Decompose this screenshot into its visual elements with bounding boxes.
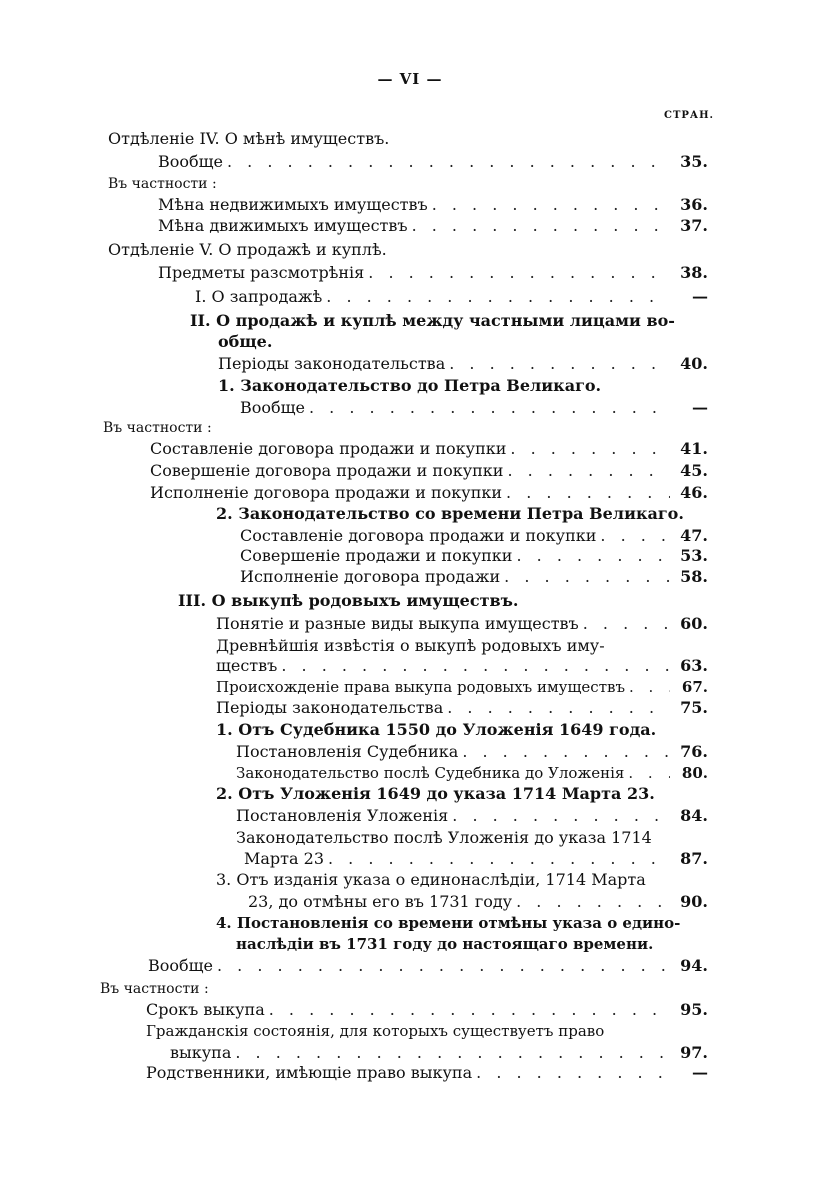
- toc-entry-text: наслѣдіи въ 1731 году до настоящаго времени.: [236, 935, 654, 953]
- toc-entry-page: 90.: [680, 892, 708, 911]
- toc-entry-page: 38.: [680, 263, 708, 282]
- toc-entry-page: 75.: [680, 698, 708, 717]
- toc-entry: [178, 589, 708, 611]
- toc-entry: [240, 396, 708, 418]
- leader-dots: [223, 152, 670, 172]
- page-number: — VI —: [377, 70, 443, 88]
- toc-entry-page: —: [692, 287, 708, 306]
- toc-entry-page: 95.: [680, 1000, 708, 1019]
- toc-entry-page: 53.: [680, 546, 708, 565]
- toc-entry-text: Древнѣйшія извѣстія о выкупѣ родовыхъ иму-: [216, 636, 605, 655]
- toc-entry-text: I. О запродажѣ: [195, 287, 323, 306]
- leader-dots: [503, 461, 670, 481]
- toc-entry-text: Въ частности :: [108, 176, 217, 192]
- leader-dots: [512, 892, 670, 912]
- toc-entry: [216, 502, 708, 524]
- toc-entry: [236, 804, 708, 826]
- toc-entry-text: Вообще: [240, 398, 305, 417]
- toc-entry: [108, 127, 708, 149]
- leader-dots: [364, 263, 670, 283]
- toc-entry-text: Совершеніе продажи и покупки: [240, 546, 513, 565]
- toc-entry-page: 84.: [680, 806, 708, 825]
- toc-entry: [240, 544, 708, 566]
- toc-entry: [190, 309, 708, 331]
- toc-entry-page: 36.: [680, 195, 708, 214]
- toc-entry-page: 37.: [680, 216, 708, 235]
- toc-entry: [240, 524, 708, 546]
- toc-entry-text: 1. Отъ Судебника 1550 до Уложенія 1649 года.: [216, 720, 657, 739]
- toc-entry: [216, 612, 708, 634]
- toc-entry-page: 94.: [680, 956, 708, 975]
- toc-entry-page: —: [692, 1063, 708, 1082]
- toc-entry-text: ществъ: [216, 656, 278, 675]
- toc-entry: [170, 1041, 708, 1063]
- toc-entry: [236, 932, 708, 954]
- toc-entry-page: —: [692, 398, 708, 417]
- toc-entry-page: 35.: [680, 152, 708, 171]
- toc-entry: [103, 416, 708, 438]
- toc-entry: [146, 1019, 708, 1041]
- toc-entry-text: обще.: [218, 332, 273, 351]
- leader-dots: [448, 806, 670, 826]
- toc-entry-page: 67.: [681, 678, 708, 696]
- toc-entry-text: Составленіе договора продажи и покупки: [240, 526, 597, 545]
- leader-dots: [324, 849, 670, 869]
- toc-entry-page: 80.: [681, 764, 708, 782]
- toc-entry-text: 2. Законодательство со времени Петра Великаго.: [216, 504, 684, 523]
- toc-entry: [244, 847, 708, 869]
- toc-entry: [218, 374, 708, 396]
- toc-entry: [218, 352, 708, 374]
- leader-dots: [322, 287, 670, 307]
- toc-entry-text: 1. Законодательство до Петра Великаго.: [218, 376, 602, 395]
- page-column-label: СТРАН.: [664, 110, 714, 121]
- toc-entry-text: Періоды законодательства: [218, 354, 446, 373]
- toc-entry-text: Исполненіе договора продажи и покупки: [150, 483, 503, 502]
- toc-entry-text: Вообще: [148, 956, 213, 975]
- toc-entry: [146, 1061, 708, 1083]
- leader-dots: [579, 614, 670, 634]
- toc-entry: [236, 740, 708, 762]
- toc-entry-text: Понятіе и разные виды выкупа имуществъ: [216, 614, 579, 633]
- toc-entry-page: 60.: [680, 614, 708, 633]
- leader-dots: [277, 656, 670, 676]
- leader-dots: [625, 677, 670, 697]
- toc-entry-text: III. О выкупѣ родовыхъ имуществъ.: [178, 591, 519, 610]
- toc-entry-text: Исполненіе договора продажи: [240, 567, 501, 586]
- toc-entry: [216, 634, 708, 656]
- toc-entry-text: Марта 23: [244, 849, 324, 868]
- toc-entry-text: Мѣна недвижимыхъ имуществъ: [158, 195, 428, 214]
- toc-entry-text: Гражданскія состоянія, для которыхъ существуетъ право: [146, 1022, 605, 1040]
- leader-dots: [213, 956, 670, 976]
- leader-dots: [443, 698, 670, 718]
- toc-entry: [236, 761, 708, 783]
- toc-entry: [216, 675, 708, 697]
- toc-entry-text: Отдѣленіе V. О продажѣ и куплѣ.: [108, 240, 387, 259]
- toc-entry: [216, 911, 708, 933]
- toc-entry-page: 63.: [680, 656, 708, 675]
- toc-entry-text: Родственники, имѣющіе право выкупа: [146, 1063, 473, 1082]
- toc-entry-text: Происхожденіе права выкупа родовыхъ имуществъ: [216, 678, 625, 696]
- toc-entry: [150, 481, 708, 503]
- toc-entry: [148, 954, 708, 976]
- toc-entry-text: Законодательство послѣ Уложенія до указа 1714: [236, 828, 652, 847]
- toc-entry: [195, 285, 708, 307]
- toc-entry-text: II. О продажѣ и куплѣ между частными лицами во-: [190, 311, 675, 330]
- toc-entry-page: 45.: [680, 461, 708, 480]
- toc-entry: [146, 998, 708, 1020]
- leader-dots: [231, 1043, 670, 1063]
- leader-dots: [596, 526, 670, 546]
- toc-entry-text: Срокъ выкупа: [146, 1000, 265, 1019]
- toc-entry: [216, 782, 708, 804]
- toc-entry: [158, 193, 708, 215]
- toc-entry-page: 87.: [680, 849, 708, 868]
- toc-entry-text: 4. Постановленія со времени отмѣны указа о едино-: [216, 914, 681, 932]
- toc-entry: [158, 150, 708, 172]
- toc-entry-page: 46.: [680, 483, 708, 502]
- toc-entry: [158, 214, 708, 236]
- leader-dots: [428, 195, 670, 215]
- toc-entry-text: Періоды законодательства: [216, 698, 444, 717]
- toc-entry-text: выкупа: [170, 1043, 232, 1062]
- toc-entry: [108, 172, 708, 194]
- toc-entry: [248, 890, 708, 912]
- leader-dots: [472, 1063, 670, 1083]
- toc-entry-text: 2. Отъ Уложенія 1649 до указа 1714 Марта 23.: [216, 784, 655, 803]
- leader-dots: [500, 567, 670, 587]
- toc-entry-page: 76.: [680, 742, 708, 761]
- toc-entry: [218, 330, 708, 352]
- toc-entry: [150, 459, 708, 481]
- toc-entry-text: Вообще: [158, 152, 223, 171]
- leader-dots: [305, 398, 670, 418]
- toc-entry-text: Законодательство послѣ Судебника до Уложенія: [236, 764, 625, 782]
- toc-entry-text: Отдѣленіе IV. О мѣнѣ имуществъ.: [108, 129, 390, 148]
- toc-entry: [216, 718, 708, 740]
- toc-entry-text: Предметы разсмотрѣнія: [158, 263, 365, 282]
- toc-entry: [240, 565, 708, 587]
- toc-entry-text: Составленіе договора продажи и покупки: [150, 439, 507, 458]
- leader-dots: [458, 742, 670, 762]
- toc-entry-page: 47.: [680, 526, 708, 545]
- toc-entry-page: 41.: [680, 439, 708, 458]
- toc-entry-text: Въ частности :: [103, 420, 212, 436]
- toc-entry-text: Постановленія Судебника: [236, 742, 459, 761]
- leader-dots: [502, 483, 670, 503]
- toc-entry-text: 3. Отъ изданія указа о единонаслѣдіи, 1714 Марта: [216, 870, 646, 889]
- toc-entry-page: 58.: [680, 567, 708, 586]
- toc-entry-page: 40.: [680, 354, 708, 373]
- leader-dots: [624, 763, 670, 783]
- toc-entry: [100, 977, 708, 999]
- toc-entry-page: 97.: [680, 1043, 708, 1062]
- toc-entry: [158, 261, 708, 283]
- toc-entry-text: Мѣна движимыхъ имуществъ: [158, 216, 408, 235]
- toc-entry: [236, 826, 708, 848]
- leader-dots: [265, 1000, 670, 1020]
- toc-entry-text: Совершеніе договора продажи и покупки: [150, 461, 504, 480]
- toc-entry: [216, 654, 708, 676]
- toc-entry-text: Въ частности :: [100, 981, 209, 997]
- leader-dots: [506, 439, 670, 459]
- toc-entry: [216, 696, 708, 718]
- toc-entry: [108, 238, 708, 260]
- leader-dots: [445, 354, 670, 374]
- toc-entry-text: 23, до отмѣны его въ 1731 году: [248, 892, 513, 911]
- leader-dots: [512, 546, 670, 566]
- toc-entry: [150, 437, 708, 459]
- toc-entry: [216, 868, 708, 890]
- leader-dots: [408, 216, 670, 236]
- toc-entry-text: Постановленія Уложенія: [236, 806, 449, 825]
